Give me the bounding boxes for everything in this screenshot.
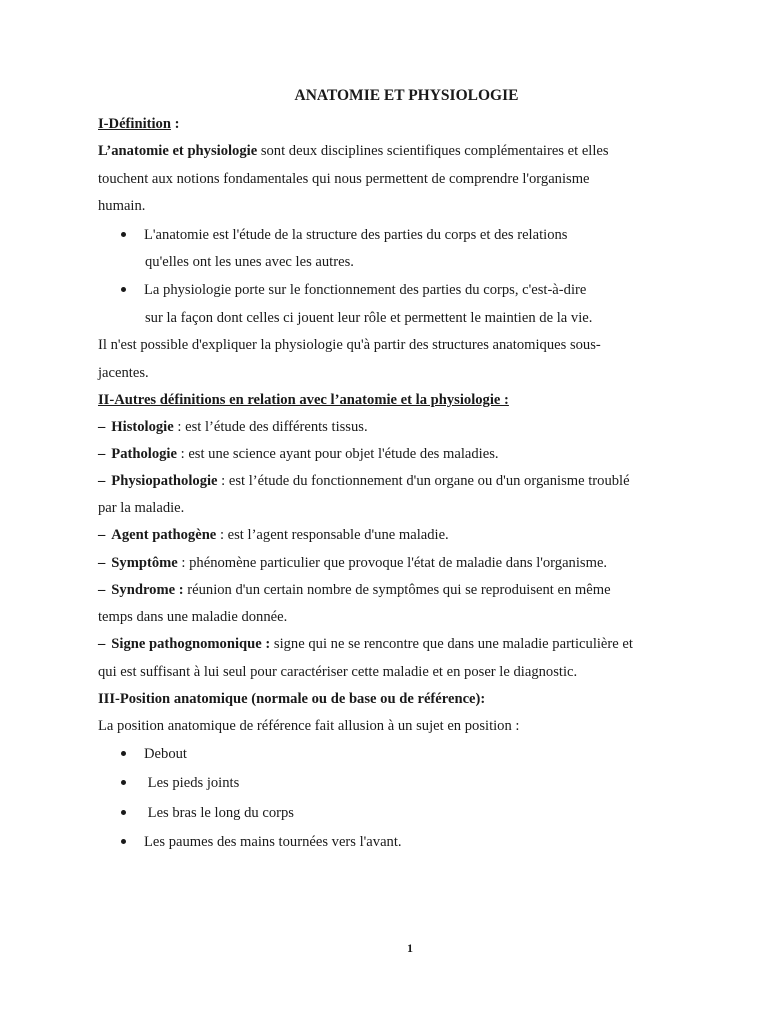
bullet-text: Les bras le long du corps [144, 805, 294, 821]
definition-text: : phénomène particulier que provoque l'état de maladie dans l'organisme. [177, 555, 608, 571]
bullet-text: L'anatomie est l'étude de la structure des parties du corps et des relations [144, 227, 568, 243]
dash-icon: – [98, 582, 106, 598]
bullet-icon [121, 287, 126, 292]
section-3-heading: III-Position anatomique (normale ou de base ou de référence): [98, 691, 486, 707]
bullet-item [121, 746, 187, 763]
bullet-text: Les paumes des mains tournées vers l'avant. [144, 834, 402, 850]
definition-term: Signe pathognomonique : [111, 636, 271, 652]
bullet-icon [121, 751, 126, 756]
paragraph-line: touchent aux notions fondamentales qui nous permettent de comprendre l'organisme [98, 171, 590, 187]
paragraph-line: La position anatomique de référence fait allusion à un sujet en position : [98, 718, 520, 734]
bullet-text: Debout [144, 746, 187, 762]
section-1-heading-colon: : [170, 116, 180, 132]
definition-item [98, 582, 611, 599]
paragraph-line: jacentes. [98, 365, 149, 381]
definition-term: Histologie [111, 419, 174, 435]
definition-text: signe qui ne se rencontre que dans une maladie particulière et [270, 636, 633, 652]
definition-term: Pathologie [111, 446, 177, 462]
definition-continuation: temps dans une maladie donnée. [98, 609, 288, 625]
bullet-icon [121, 232, 126, 237]
bullet-item [121, 227, 567, 244]
dash-icon: – [98, 636, 106, 652]
dash-icon: – [98, 473, 106, 489]
definition-text: réunion d'un certain nombre de symptômes qui se reproduisent en même [183, 582, 611, 598]
bullet-text: Les pieds joints [144, 775, 240, 791]
definition-item [98, 473, 630, 490]
bullet-text: La physiologie porte sur le fonctionnement des parties du corps, c'est-à-dire [144, 282, 587, 298]
bullet-item [121, 775, 239, 792]
definition-term: Syndrome : [111, 582, 184, 598]
bullet-item [121, 834, 402, 851]
bullet-continuation: sur la façon dont celles ci jouent leur rôle et permettent le maintien de la vie. [145, 310, 593, 326]
dash-icon: – [98, 527, 106, 543]
bullet-icon [121, 839, 126, 844]
definition-item [98, 636, 633, 653]
dash-icon: – [98, 446, 106, 462]
definition-term: Physiopathologie [111, 473, 218, 489]
page-number: 1 [407, 941, 413, 955]
definition-continuation: qui est suffisant à lui seul pour caractériser cette maladie et en poser le diagnostic. [98, 664, 578, 680]
bullet-continuation: qu'elles ont les unes avec les autres. [145, 254, 354, 270]
definition-text: : est une science ayant pour objet l'étude des maladies. [176, 446, 499, 462]
section-1-heading [98, 116, 179, 133]
paragraph-line: Il n'est possible d'expliquer la physiologie qu'à partir des structures anatomiques sous- [98, 337, 601, 353]
definition-item [98, 419, 368, 436]
page-title: ANATOMIE ET PHYSIOLOGIE [294, 87, 519, 104]
definition-term: Agent pathogène [111, 527, 217, 543]
dash-icon: – [98, 419, 106, 435]
bullet-item [121, 805, 294, 822]
section-2-heading: II-Autres définitions en relation avec l’anatomie et la physiologie : [98, 392, 509, 408]
definition-text: : est l’étude des différents tissus. [173, 419, 368, 435]
paragraph-line [98, 143, 609, 160]
paragraph-line: humain. [98, 198, 146, 214]
definition-item [98, 446, 499, 463]
definition-item [98, 555, 607, 572]
definition-text: : est l’étude du fonctionnement d'un organe ou d'un organisme troublé [217, 473, 630, 489]
bullet-icon [121, 780, 126, 785]
definition-text: : est l’agent responsable d'une maladie. [216, 527, 449, 543]
definition-term: Symptôme [111, 555, 178, 571]
dash-icon: – [98, 555, 106, 571]
section-1-heading-text: I-Définition [98, 116, 171, 132]
bullet-icon [121, 810, 126, 815]
paragraph-text: sont deux disciplines scientifiques complémentaires et elles [257, 143, 609, 159]
definition-item [98, 527, 449, 544]
definition-continuation: par la maladie. [98, 500, 185, 516]
term-bold: L’anatomie et physiologie [98, 143, 258, 159]
bullet-item [121, 282, 586, 299]
